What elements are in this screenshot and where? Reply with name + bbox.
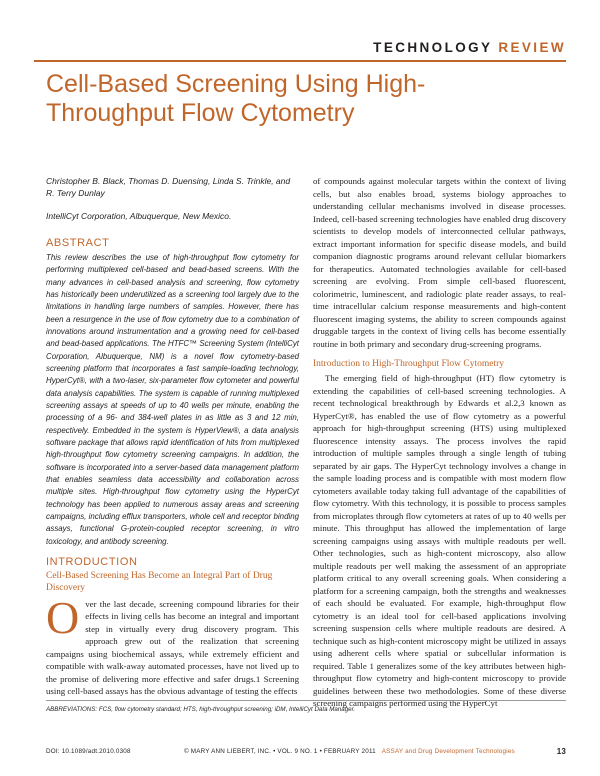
drop-cap: O: [46, 591, 80, 643]
introduction-paragraph: [46, 591, 299, 698]
affiliation: IntelliCyt Corporation, Albuquerque, New Mexico.: [46, 211, 232, 221]
section-word-review: REVIEW: [498, 40, 566, 55]
section-word-technology: TECHNOLOGY: [373, 40, 493, 55]
abbreviations-footnote: ABBREVIATIONS: FCS, flow cytometry standard; HTS, high-throughput screening; iDM, IntelliCyt Data Manager.: [46, 706, 356, 713]
doi-text: DOI: 10.1089/adt.2010.0308: [46, 748, 131, 755]
htfc-intro-subheading: Introduction to High-Throughput Flow Cytometry: [313, 359, 505, 369]
author-list: Christopher B. Black, Thomas D. Duensing, Linda S. Trinkle, and R. Terry Dunlay: [46, 176, 291, 198]
abstract-text: This review describes the use of high-throughput flow cytometry for performing multiplexed cell-based and bead-based screens. With the many advances in cell-based analysis and screening, flow cytometry has historically been underutilized as a screening tool largely due to the limitations in handling large numbers of samples. However, there has been a resurgence in the use of flow cytometry due to a combination of innovations around instrumentation and a growing need for cell-based and bead-based applications. The HTFC™ Screening System (IntelliCyt Corporation, Albuquerque, NM) is a novel flow cytometry-based screening platform that incorporates a fast sample-loading technology, HyperCyt®, with a two-laser, six-parameter flow cytometer and powerful data analysis capabilities. The system is capable of running multiplexed screening assays at speeds of up to 40 wells per minute, enabling the processing of a 96- and 384-well plates in as little as 3 and 12 min, respectively. Embedded in the system is HyperView®, a data analysis software package that allows rapid identification of hits from multiplexed high-throughput flow cytometry screening campaigns. In addition, the software is incorporated into a server-based data management platform that enables seamless data accessibility and collaboration across multiple sites. High-throughput flow cytometry using the HyperCyt technology has been applied to numerous assay areas and screening campaigns, including efflux transporters, whole cell and receptor binding assays, functional G-protein-coupled receptor screening, in vitro toxicology, and antibody screening.: [46, 252, 299, 546]
left-column: [46, 175, 299, 698]
page-number: 13: [556, 747, 566, 756]
right-paragraph-2: The emerging field of high-throughput (HT) flow cytometry is extending the capabilities of cell-based screening technologies. A recent technological breakthrough by Edwards et al.2,3 known as HyperCyt®, has enabled the use of flow cytometry as a powerful approach for high-throughput screening (HTS) using multiplexed fluorescence intensity assays. The process involves the rapid introduction of multiple samples through a single length of tubing separated by air gaps. The HyperCyt technology involves a change in the sample loading process and is compatible with most modern flow cytometers available today taking full advantage of the capabilities of flow cytometry. With this technology, it is possible to process samples from microplates through flow cytometers at rates of up to 40 wells per minute. This throughput has allowed the implementation of large screening campaigns using assays with multiple readouts per well. Other technologies, such as high-content microscopy, also allow multiple readouts per well making the assessment of an appropriate platform critical to any overall screening goals. When considering a platform for a screening campaign, both the strengths and weaknesses of each should be evaluated. For example, high-throughput flow cytometry is an ideal tool for cell-based applications involving screening suspension cells where multiple readouts are desired. A technique such as high-content microscopy might be utilized in assays using adherent cells where spatial or subcellular information is required. Table 1 generalizes some of the key attributes between high-throughput flow cytometry and high-content microscopy to provide guidelines between these two methodologies. Some of these diverse screening campaigns performed using the HyperCyt: [313, 373, 566, 709]
article-title: Cell-Based Screening Using High-Throughput Flow Cytometry: [46, 70, 426, 127]
introduction-subheading: Cell-Based Screening Has Become an Integral Part of Drug Discovery: [46, 570, 273, 593]
publisher-volume: © MARY ANN LIEBERT, INC. • VOL. 9 NO. 1 • FEBRUARY 2011: [184, 748, 376, 755]
top-margin: [0, 0, 600, 30]
header-rule: [34, 60, 566, 62]
introduction-paragraph-text: ver the last decade, screening compound libraries for their effects in living cells has become an integral and important step in virtually every drug discovery program. This approach grew out of the realization that screening campaigns using biochemical assays, while extremely efficient and compatible with walk-away automated processes, have not lived up to the promise of delivering more effective and safer drugs.1 Screening using cell-based assays has the obvious advantage of testing the effects: [46, 598, 299, 697]
journal-name: ASSAY and Drug Development Technologies: [381, 748, 515, 755]
publisher-info: [184, 748, 515, 755]
abstract-heading: ABSTRACT: [46, 237, 110, 250]
footnote-divider: [46, 700, 566, 701]
section-heading: [373, 40, 566, 55]
right-column: [313, 175, 566, 710]
right-paragraph-1: of compounds against molecular targets within the context of living cells, but also enables broad, systems biology approaches to understanding cellular mechanisms involved in disease processes. Indeed, cell-based screening technologies have enabled drug discovery scientists to develop models of interconnected cellular pathways, extract important information for specific disease models, and build companion diagnostic programs around relevant cellular biomarkers for therapeutics. Automated technologies available for cell-based screening are evolving. From simple cell-based fluorescent, colorimetric, luminescent, and radiologic plate reader assays, to real-time intracellular calcium response measurements and high-content fluorescent imaging systems, the ability to screen compounds against druggable targets in the context of living cells has become essentially routine in both primary and secondary drug-screening programs.: [313, 176, 566, 349]
introduction-heading: INTRODUCTION: [46, 556, 138, 569]
